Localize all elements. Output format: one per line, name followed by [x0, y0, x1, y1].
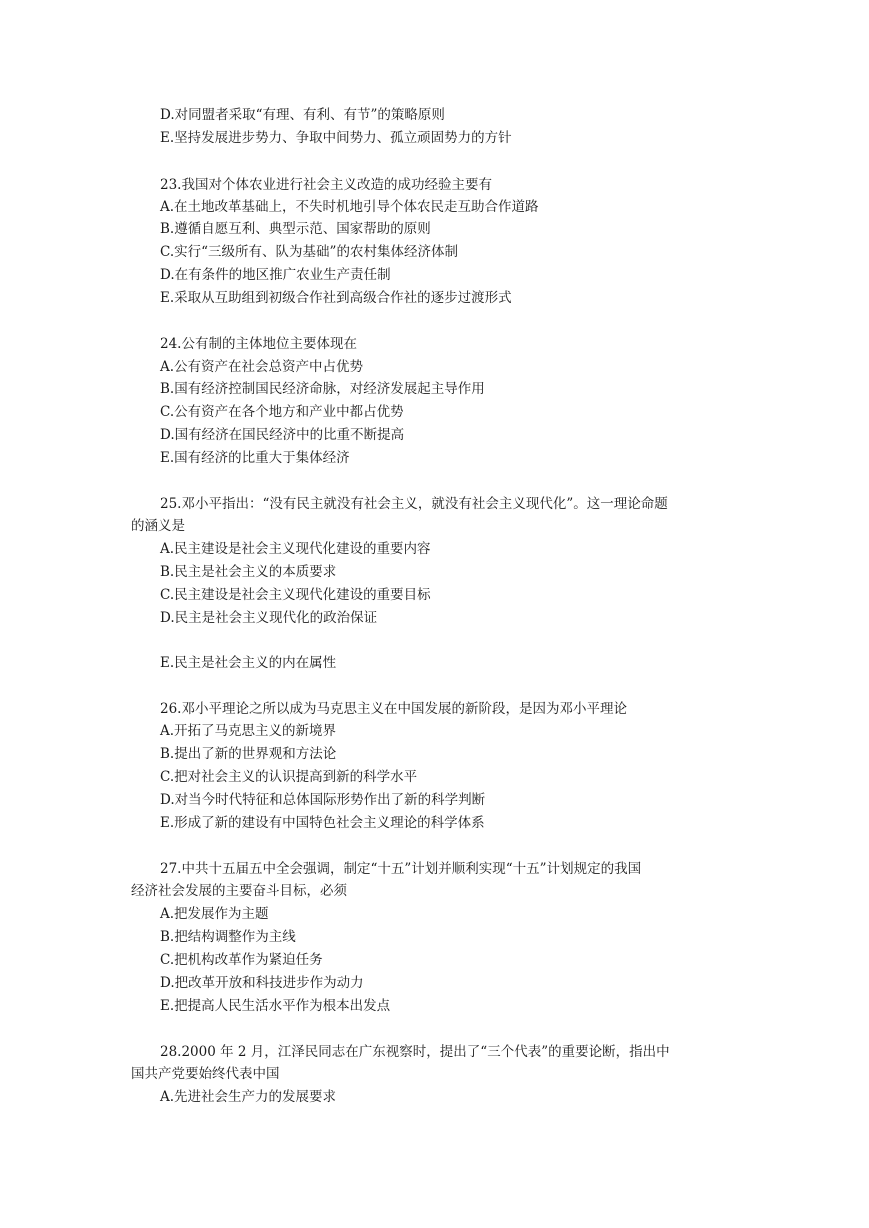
q24-option-d: D.国有经济在国民经济中的比重不断提高	[160, 427, 405, 443]
q27-option-e: E.把提高人民生活水平作为根本出发点	[160, 998, 391, 1014]
q26-option-a: A.开拓了马克思主义的新境界	[160, 723, 337, 739]
q25-option-a: A.民主建设是社会主义现代化建设的重要内容	[160, 541, 431, 557]
q23-option-b: B.遵循自愿互利、典型示范、国家帮助的原则	[160, 221, 431, 237]
q27-stem-continuation: 经济社会发展的主要奋斗目标，必须	[131, 883, 347, 899]
q27-option-a: A.把发展作为主题	[160, 906, 269, 922]
q25-stem: 25.邓小平指出：“没有民主就没有社会主义，就没有社会主义现代化”。这一理论命题	[160, 496, 668, 512]
q26-stem: 26.邓小平理论之所以成为马克思主义在中国发展的新阶段，是因为邓小平理论	[160, 701, 627, 717]
q26-option-d: D.对当今时代特征和总体国际形势作出了新的科学判断	[160, 792, 486, 808]
q22-option-d: D.对同盟者采取“有理、有利、有节”的策略原则	[160, 107, 445, 123]
q27-option-c: C.把机构改革作为紧迫任务	[160, 952, 323, 968]
q28-stem: 28.2000 年 2 月，江泽民同志在广东视察时，提出了“三个代表”的重要论断，指出中	[160, 1044, 670, 1060]
q28-stem-continuation: 国共产党要始终代表中国	[131, 1066, 280, 1082]
q25-option-e: E.民主是社会主义的内在属性	[160, 655, 337, 671]
q26-option-e: E.形成了新的建设有中国特色社会主义理论的科学体系	[160, 815, 485, 831]
q24-option-c: C.公有资产在各个地方和产业中都占优势	[160, 404, 404, 420]
q25-stem-continuation: 的涵义是	[131, 518, 185, 534]
q23-option-e: E.采取从互助组到初级合作社到高级合作社的逐步过渡形式	[160, 290, 512, 306]
q23-stem: 23.我国对个体农业进行社会主义改造的成功经验主要有	[160, 177, 492, 193]
q22-option-e: E.坚持发展进步势力、争取中间势力、孤立顽固势力的方针	[160, 130, 512, 146]
q27-stem: 27.中共十五届五中全会强调，制定“十五”计划并顺利实现“十五”计划规定的我国	[160, 861, 642, 877]
q28-option-a: A.先进社会生产力的发展要求	[160, 1089, 337, 1105]
q24-stem: 24.公有制的主体地位主要体现在	[160, 336, 357, 352]
q23-option-c: C.实行“三级所有、队为基础”的农村集体经济体制	[160, 244, 458, 260]
q25-option-c: C.民主建设是社会主义现代化建设的重要目标	[160, 587, 431, 603]
q27-option-b: B.把结构调整作为主线	[160, 929, 296, 945]
q27-option-d: D.把改革开放和科技进步作为动力	[160, 975, 364, 991]
q25-option-d: D.民主是社会主义现代化的政治保证	[160, 610, 378, 626]
q26-option-c: C.把对社会主义的认识提高到新的科学水平	[160, 769, 418, 785]
q26-option-b: B.提出了新的世界观和方法论	[160, 746, 337, 762]
q24-option-b: B.国有经济控制国民经济命脉，对经济发展起主导作用	[160, 381, 485, 397]
q23-option-d: D.在有条件的地区推广农业生产责任制	[160, 267, 391, 283]
q24-option-a: A.公有资产在社会总资产中占优势	[160, 359, 364, 375]
q23-option-a: A.在土地改革基础上，不失时机地引导个体农民走互助合作道路	[160, 199, 539, 215]
q25-option-b: B.民主是社会主义的本质要求	[160, 564, 337, 580]
q24-option-e: E.国有经济的比重大于集体经济	[160, 450, 350, 466]
